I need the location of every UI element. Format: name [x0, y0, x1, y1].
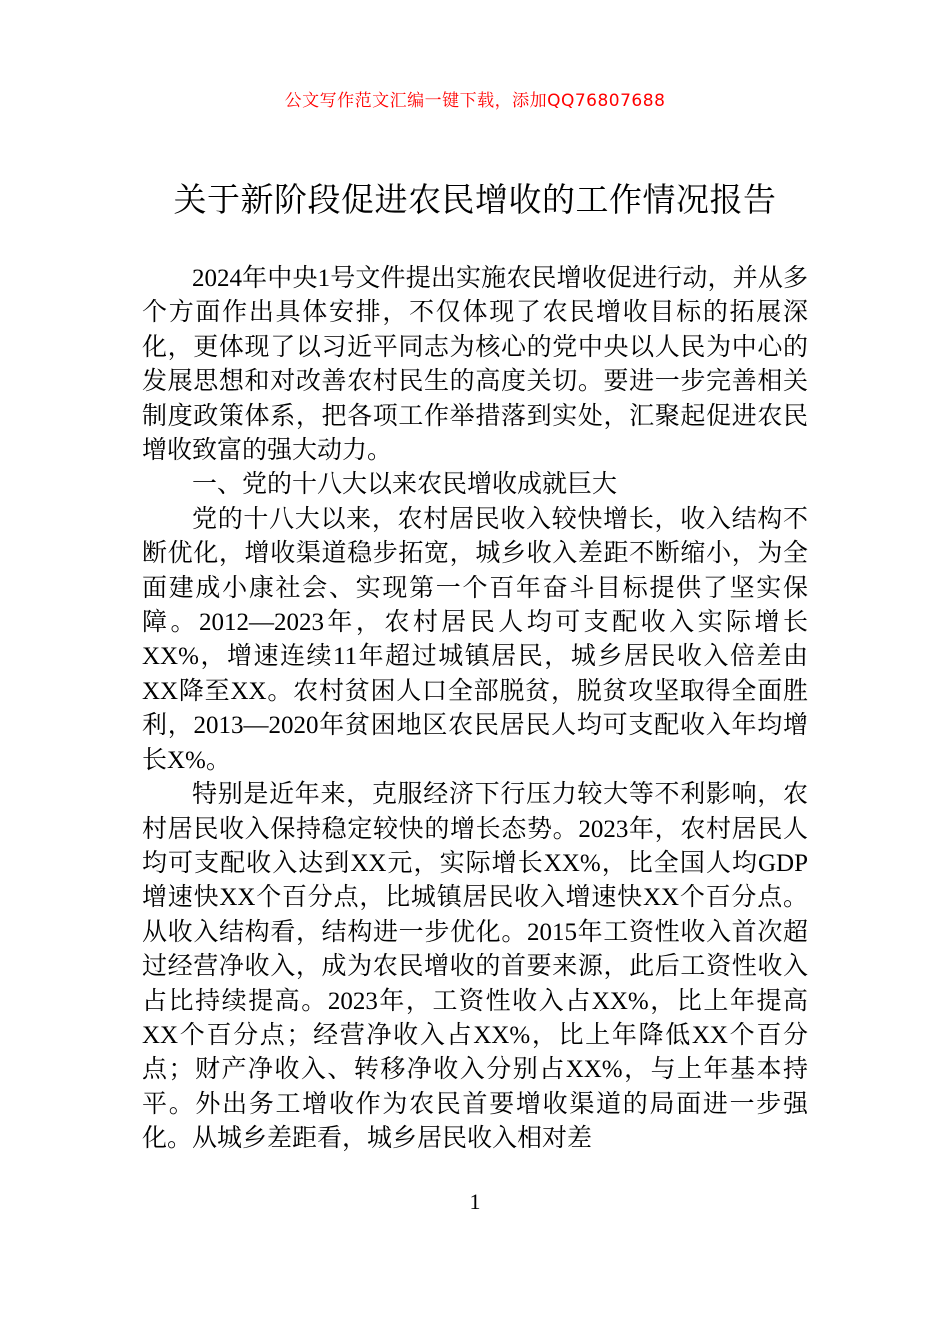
- document-body: [142, 262, 808, 1157]
- header-note: 公文写作范文汇编一键下载，添加QQ76807688: [284, 91, 666, 111]
- page-number: 1: [469, 1189, 481, 1214]
- section-heading: 一、党的十八大以来农民增收成就巨大: [192, 471, 618, 499]
- paragraph-achievements: 党的十八大以来，农村居民收入较快增长，收入结构不断优化，增收渠道稳步拓宽，城乡收入差距不断缩小，为全面建成小康社会、实现第一个百年奋斗目标提供了坚实保障。2012—2023年，农村居民人均可支配收入实际增长XX%，增速连续11年超过城镇居民，城乡居民收入倍差由XX降至XX。农村贫困人口全部脱贫，脱贫攻坚取得全面胜利，2013—2020年贫困地区农民居民人均可支配收入年均增长X%。: [142, 505, 808, 774]
- paragraph-recent-years: 特别是近年来，克服经济下行压力较大等不利影响，农村居民收入保持稳定较快的增长态势。2023年，农村居民人均可支配收入达到XX元，实际增长XX%，比全国人均GDP增速快XX个百分点，比城镇居民收入增速快XX个百分点。从收入结构看，结构进一步优化。2015年工资性收入首次超过经营净收入，成为农民增收的首要来源，此后工资性收入占比持续提高。2023年，工资性收入占XX%，比上年提高XX个百分点；经营净收入占XX%，比上年降低XX个百分点；财产净收入、转移净收入分别占XX%，与上年基本持平。外出务工增收作为农民首要增收渠道的局面进一步强化。从城乡差距看，城乡居民收入相对差: [142, 781, 808, 1153]
- document-title: 关于新阶段促进农民增收的工作情况报告: [173, 180, 777, 219]
- paragraph-intro: 2024年中央1号文件提出实施农民增收促进行动，并从多个方面作出具体安排，不仅体现了农民增收目标的拓展深化，更体现了以习近平同志为核心的党中央以人民为中心的发展思想和对改善农村民生的高度关切。要进一步完善相关制度政策体系，把各项工作举措落到实处，汇聚起促进农民增收致富的强大动力。: [142, 265, 808, 465]
